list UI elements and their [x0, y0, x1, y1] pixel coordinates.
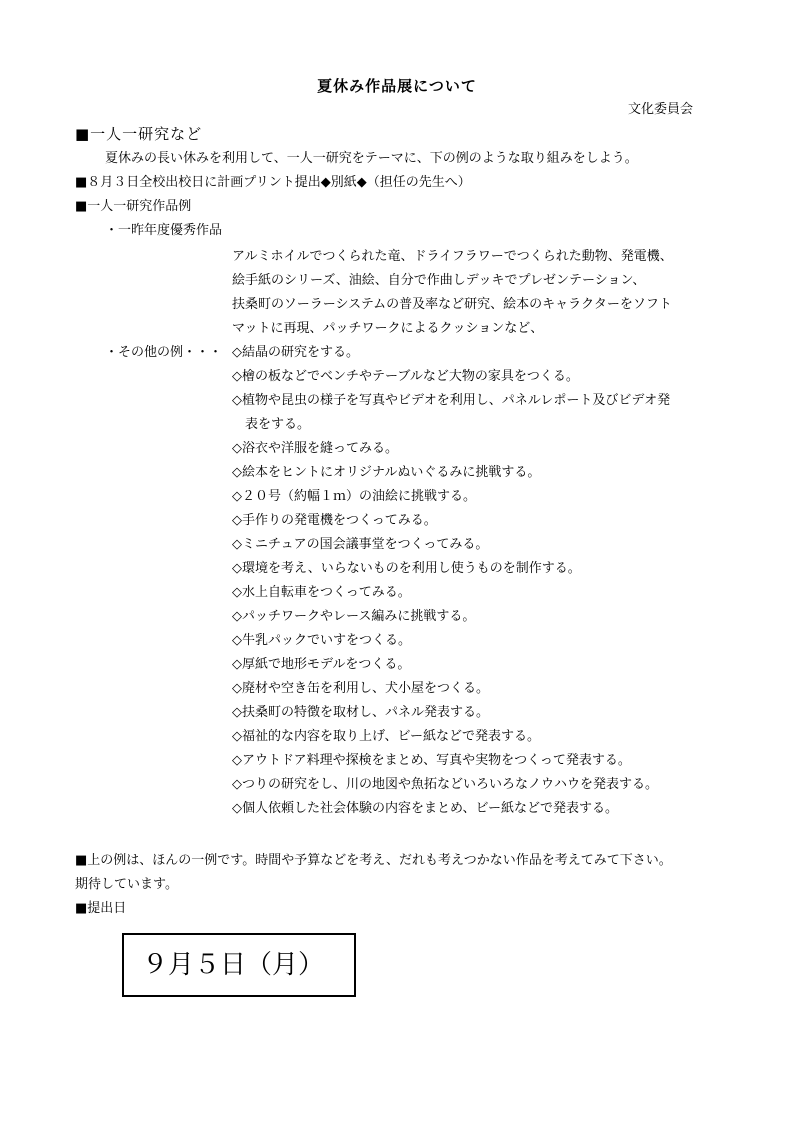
closing-note: ■上の例は、ほんの一例です。時間や予算などを考え、だれも考えつかない作品を考えてみて下さい。 — [75, 853, 672, 868]
other-example-item: ◇パッチワークやレース編みに挑戦する。 — [232, 609, 476, 624]
other-example-item: ◇廃材や空き缶を利用し、犬小屋をつくる。 — [232, 681, 489, 696]
other-example-item: ◇個人依頼した社会体験の内容をまとめ、ビー紙などで発表する。 — [232, 801, 618, 816]
intro-text: 夏休みの長い休みを利用して、一人一研究をテーマに、下の例のような取り組みをしよう。 — [105, 151, 638, 166]
other-example-item: ◇檜の板などでベンチやテーブルなど大物の家具をつくる。 — [232, 369, 579, 384]
other-example-item: 表をする。 — [232, 417, 311, 432]
closing-note-continued: 期待しています。 — [75, 877, 178, 892]
examples-heading: ■一人一研究作品例 — [75, 199, 192, 214]
other-example-item: ◇２０号（約幅１ｍ）の油絵に挑戦する。 — [232, 489, 476, 504]
excellent-works-line: マットに再現、パッチワークによるクッションなど、 — [232, 321, 544, 336]
other-example-item: ◇結晶の研究をする。 — [232, 345, 359, 360]
other-example-item: ◇手作りの発電機をつくってみる。 — [232, 513, 437, 528]
excellent-works-line: アルミホイルでつくられた竜、ドライフラワーでつくられた動物、発電機、 — [232, 249, 673, 264]
plan-notice: ■８月３日全校出校日に計画プリント提出◆別紙◆（担任の先生へ） — [75, 175, 471, 190]
other-example-item: ◇水上自転車をつくってみる。 — [232, 585, 411, 600]
other-example-item: ◇牛乳パックでいすをつくる。 — [232, 633, 411, 648]
other-example-item: ◇扶桑町の特徴を取材し、パネル発表する。 — [232, 705, 489, 720]
other-example-item: ◇厚紙で地形モデルをつくる。 — [232, 657, 411, 672]
other-example-item: ◇福祉的な内容を取り上げ、ビー紙などで発表する。 — [232, 729, 540, 744]
excellent-works-line: 絵手紙のシリーズ、油絵、自分で作曲しデッキでプレゼンテーション、 — [232, 273, 646, 288]
other-example-item: ◇ミニチュアの国会議事堂をつくってみる。 — [232, 537, 489, 552]
other-examples-label: ・その他の例・・・ — [105, 345, 223, 360]
author-committee: 文化委員会 — [628, 102, 694, 117]
page-title: 夏休み作品展について — [317, 77, 477, 95]
excellent-works-label: ・一昨年度優秀作品 — [105, 223, 223, 238]
other-example-item: ◇アウトドア料理や探検をまとめ、写真や実物をつくって発表する。 — [232, 753, 631, 768]
other-example-item: ◇植物や昆虫の様子を写真やビデオを利用し、パネルレポート及びビデオ発 — [232, 393, 671, 408]
other-example-item: ◇つりの研究をし、川の地図や魚拓などいろいろなノウハウを発表する。 — [232, 777, 658, 792]
deadline-box — [122, 933, 356, 997]
other-example-item: ◇絵本をヒントにオリジナルぬいぐるみに挑戦する。 — [232, 465, 541, 480]
research-section-heading: ■一人一研究など — [75, 125, 203, 143]
deadline-heading: ■提出日 — [75, 901, 127, 916]
excellent-works-line: 扶桑町のソーラーシステムの普及率など研究、絵本のキャラクターをソフト — [232, 297, 672, 312]
other-example-item: ◇浴衣や洋服を縫ってみる。 — [232, 441, 398, 456]
other-example-item: ◇環境を考え、いらないものを利用し使うものを制作する。 — [232, 561, 581, 576]
deadline-date: ９月５日（月） — [142, 950, 325, 980]
